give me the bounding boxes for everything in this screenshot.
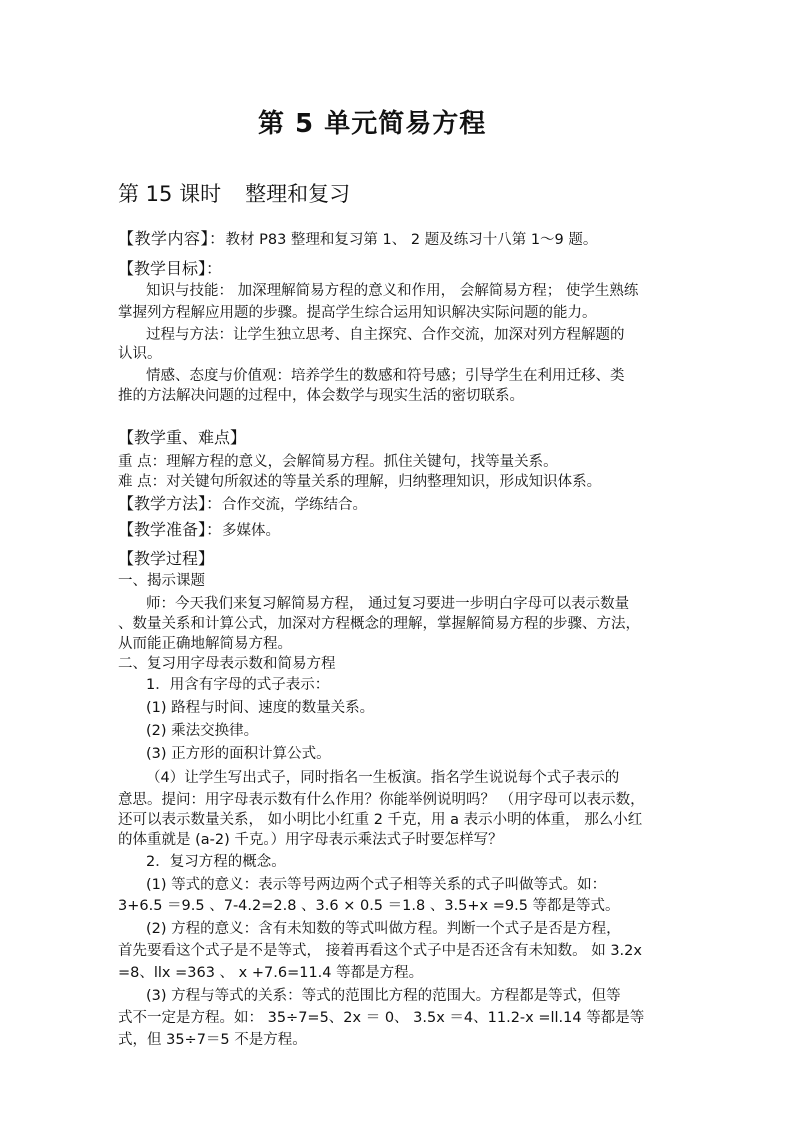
process-label: 【教学过程】 [118, 549, 215, 568]
process-line-2: 师：今天我们来复习解简易方程， 通过复习要进一步明白字母可以表示数量 [146, 596, 630, 612]
process-line-6: 1．用含有字母的式子表示： [146, 677, 330, 693]
process-line-10: （4）让学生写出式子，同时指名一生板演。指名学生说说每个式子表示的 [146, 770, 620, 786]
goals-line-1: 知识与技能： 加深理解简易方程的意义和作用， 会解简易方程； 使学生熟练 [146, 283, 639, 299]
content-line [118, 229, 597, 250]
keypoint-line-1: 重 点：理解方程的意义，会解简易方程。抓住关键句，找等量关系。 [118, 454, 558, 470]
process-line-11: 意思。提问：用字母表示数有什么作用？你能举例说明吗？ （用字母可以表示数， [118, 792, 645, 808]
process-line-14: 2．复习方程的概念。 [146, 854, 286, 870]
lesson-number: 第 15 课时 [118, 182, 222, 206]
method-line [118, 494, 367, 515]
process-line-18: 首先要看这个式子是不是等式， 接着再看这个式子中是否还含有未知数。 如 3.2x [118, 943, 642, 959]
process-line-13: 的体重就是 (a-2) 千克。）用字母表示乘法式子时要怎样写？ [118, 832, 503, 848]
goals-line-2: 掌握列方程解应用题的步骤。提高学生综合运用知识解决实际问题的能力。 [118, 305, 597, 321]
keypoint-line-2: 难 点：对关键句所叙述的等量关系的理解，归纳整理知识，形成知识体系。 [118, 474, 602, 490]
goals-label: 【教学目标】： [118, 259, 223, 278]
process-line-15: (1) 等式的意义：表示等号两边两个式子相等关系的式子叫做等式。如： [146, 877, 607, 893]
method-label: 【教学方法】： [118, 494, 223, 513]
content-text: 教材 P83 整理和复习第 1、 2 题及练习十八第 1～9 题。 [225, 232, 598, 248]
goals-line-3: 过程与方法：让学生独立思考、自主探究、合作交流，加深对列方程解题的 [146, 327, 625, 343]
goals-line-5: 情感、态度与价值观：培养学生的数感和符号感；引导学生在利用迁移、类 [146, 368, 625, 384]
process-line-22: 式，但 35÷7＝5 不是方程。 [118, 1032, 307, 1048]
process-line-5: 二、复习用字母表示数和简易方程 [118, 656, 336, 672]
content-label: 【教学内容】： [118, 229, 226, 248]
process-line-8: (2) 乘法交换律。 [146, 723, 259, 739]
goals-line-4: 认识。 [118, 346, 162, 362]
unit-title: 第 5 单元简易方程 [258, 109, 487, 139]
prep-line [118, 520, 280, 541]
process-line-4: 从而能正确地解简易方程。 [118, 636, 292, 652]
process-line-17: (2) 方程的意义：含有未知数的等式叫做方程。判断一个式子是否是方程， [146, 921, 621, 937]
process-line-9: (3) 正方形的面积计算公式。 [146, 746, 331, 762]
process-line-19: =8、llx =363 、 x +7.6=11.4 等都是方程。 [118, 965, 424, 981]
process-line-1: 一、揭示课题 [118, 573, 205, 589]
prep-label: 【教学准备】： [118, 520, 223, 539]
goals-line-6: 推的方法解决问题的过程中，体会数学与现实生活的密切联系。 [118, 388, 524, 404]
process-line-20: (3) 方程与等式的关系：等式的范围比方程的范围大。方程都是等式，但等 [146, 988, 621, 1004]
process-line-21: 式不一定是方程。如： 35÷7=5、2x ＝ 0、 3.5x ＝4、11.2-x =ll.14 等都是等 [118, 1010, 645, 1026]
process-line-7: (1) 路程与时间、速度的数量关系。 [146, 700, 375, 716]
process-line-16: 3+6.5 ＝9.5 、7-4.2=2.8 、3.6 × 0.5 ＝1.8 、3.5+x =9.5 等都是等式。 [118, 898, 620, 914]
keypoints-label: 【教学重、难点】 [118, 428, 247, 447]
process-line-3: 、数量关系和计算公式，加深对方程概念的理解，掌握解简易方程的步骤、方法， [118, 616, 640, 632]
lesson-heading [118, 180, 350, 208]
process-line-12: 还可以表示数量关系， 如小明比小红重 2 千克，用 a 表示小明的体重， 那么小红 [118, 812, 643, 828]
method-text: 合作交流，学练结合。 [222, 497, 368, 513]
lesson-name: 整理和复习 [245, 182, 351, 206]
prep-text: 多媒体。 [222, 523, 281, 539]
